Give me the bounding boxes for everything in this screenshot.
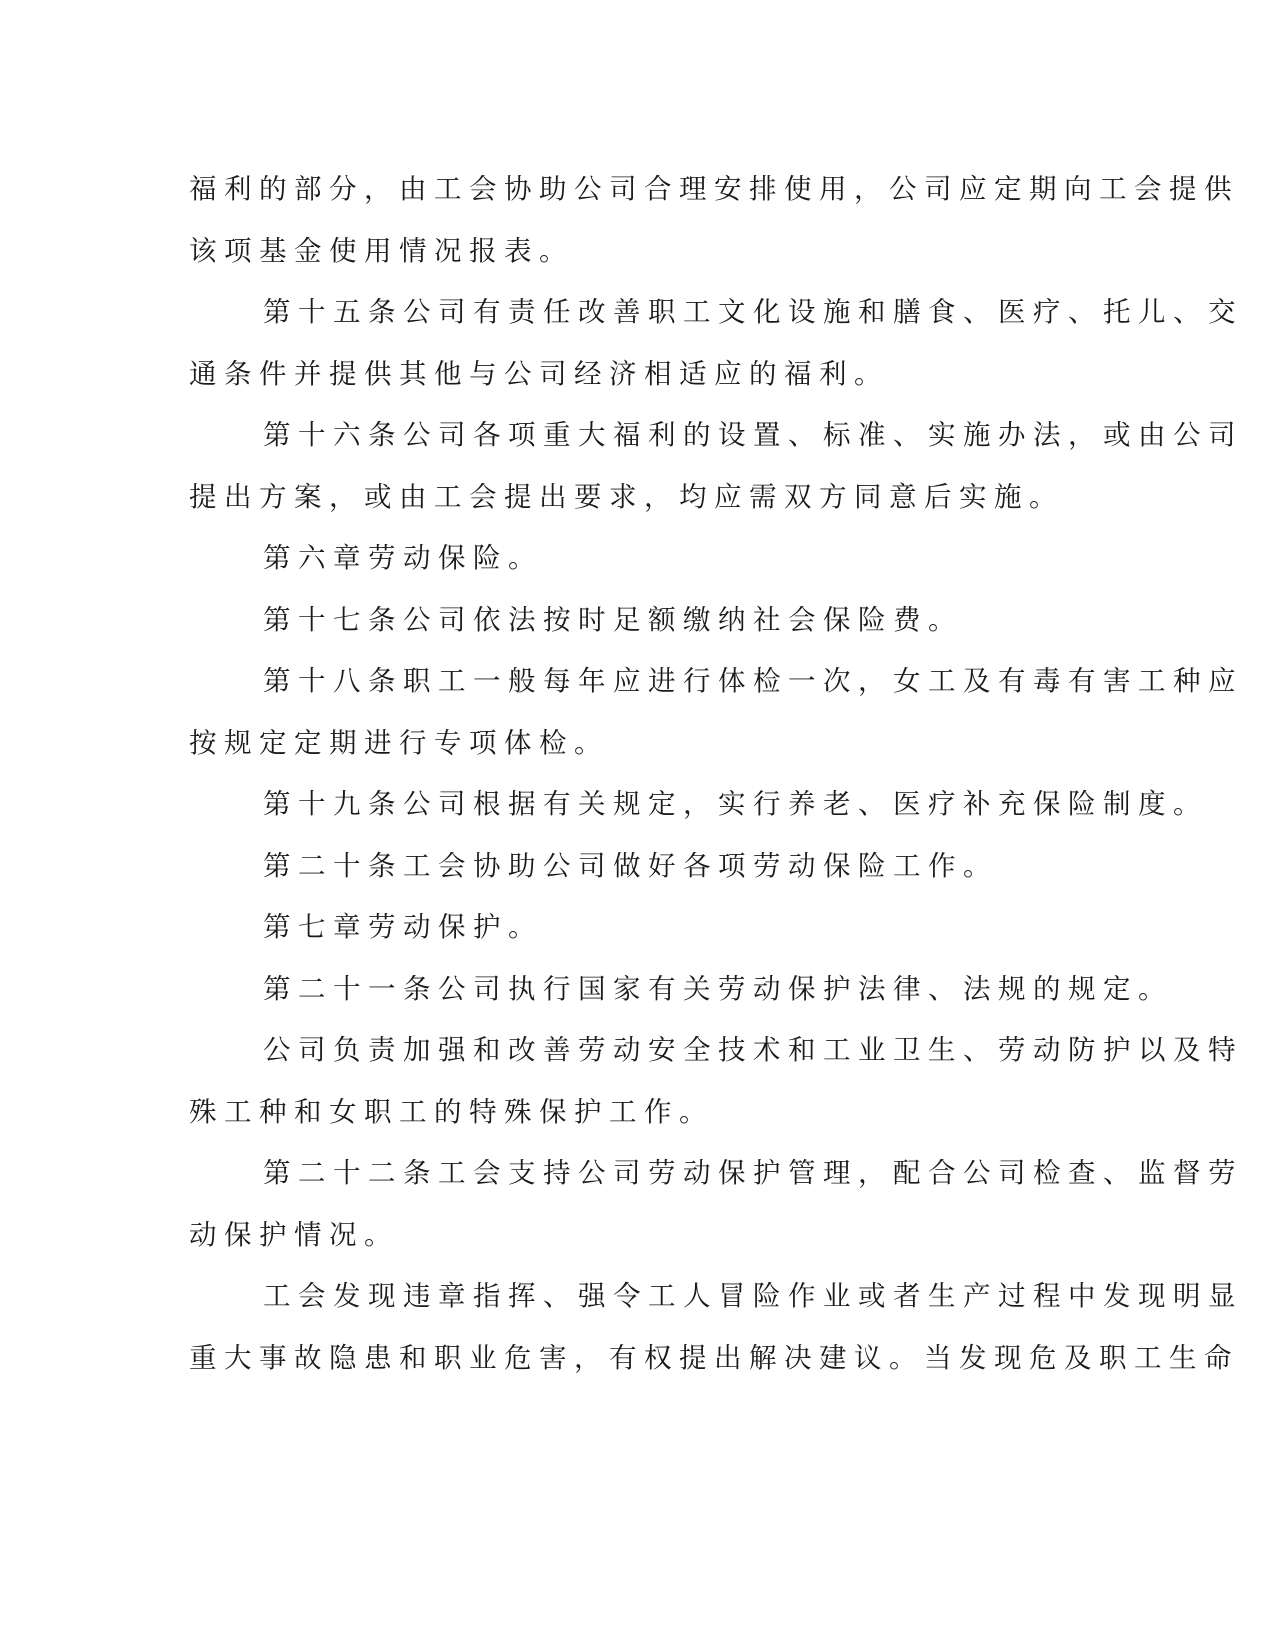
text-line: 按规定定期进行专项体检。	[189, 726, 609, 759]
paragraph-start: 第十六条公司各项重大福利的设置、标准、实施办法，或由公司	[263, 419, 1243, 451]
text-line: 重大事故隐患和职业危害，有权提出解决建议。当发现危及职工生命	[189, 1341, 1239, 1374]
paragraph-start: 第二十一条公司执行国家有关劳动保护法律、法规的规定。	[263, 972, 1173, 1005]
text-line: 该项基金使用情况报表。	[189, 234, 574, 267]
text-line: 殊工种和女职工的特殊保护工作。	[189, 1095, 714, 1128]
paragraph-start: 公司负责加强和改善劳动安全技术和工业卫生、劳动防护以及特	[263, 1034, 1243, 1066]
paragraph-start: 第十五条公司有责任改善职工文化设施和膳食、医疗、托儿、交	[263, 296, 1243, 328]
paragraph-start: 第十八条职工一般每年应进行体检一次，女工及有毒有害工种应	[263, 665, 1243, 697]
paragraph-start: 第二十二条工会支持公司劳动保护管理，配合公司检查、监督劳	[263, 1157, 1243, 1189]
document-body	[189, 159, 1243, 1389]
chapter-heading: 第七章劳动保护。	[263, 911, 543, 943]
paragraph-start: 第十九条公司根据有关规定，实行养老、医疗补充保险制度。	[263, 788, 1208, 820]
paragraph-start: 工会发现违章指挥、强令工人冒险作业或者生产过程中发现明显	[263, 1280, 1243, 1312]
paragraph-start: 第十七条公司依法按时足额缴纳社会保险费。	[263, 603, 963, 636]
chapter-heading: 第六章劳动保险。	[263, 542, 543, 574]
text-line: 福利的部分，由工会协助公司合理安排使用，公司应定期向工会提供	[189, 173, 1239, 205]
text-line: 通条件并提供其他与公司经济相适应的福利。	[189, 357, 889, 390]
text-line: 动保护情况。	[189, 1218, 399, 1251]
text-line: 提出方案，或由工会提出要求，均应需双方同意后实施。	[189, 480, 1064, 513]
paragraph-start: 第二十条工会协助公司做好各项劳动保险工作。	[263, 849, 998, 882]
